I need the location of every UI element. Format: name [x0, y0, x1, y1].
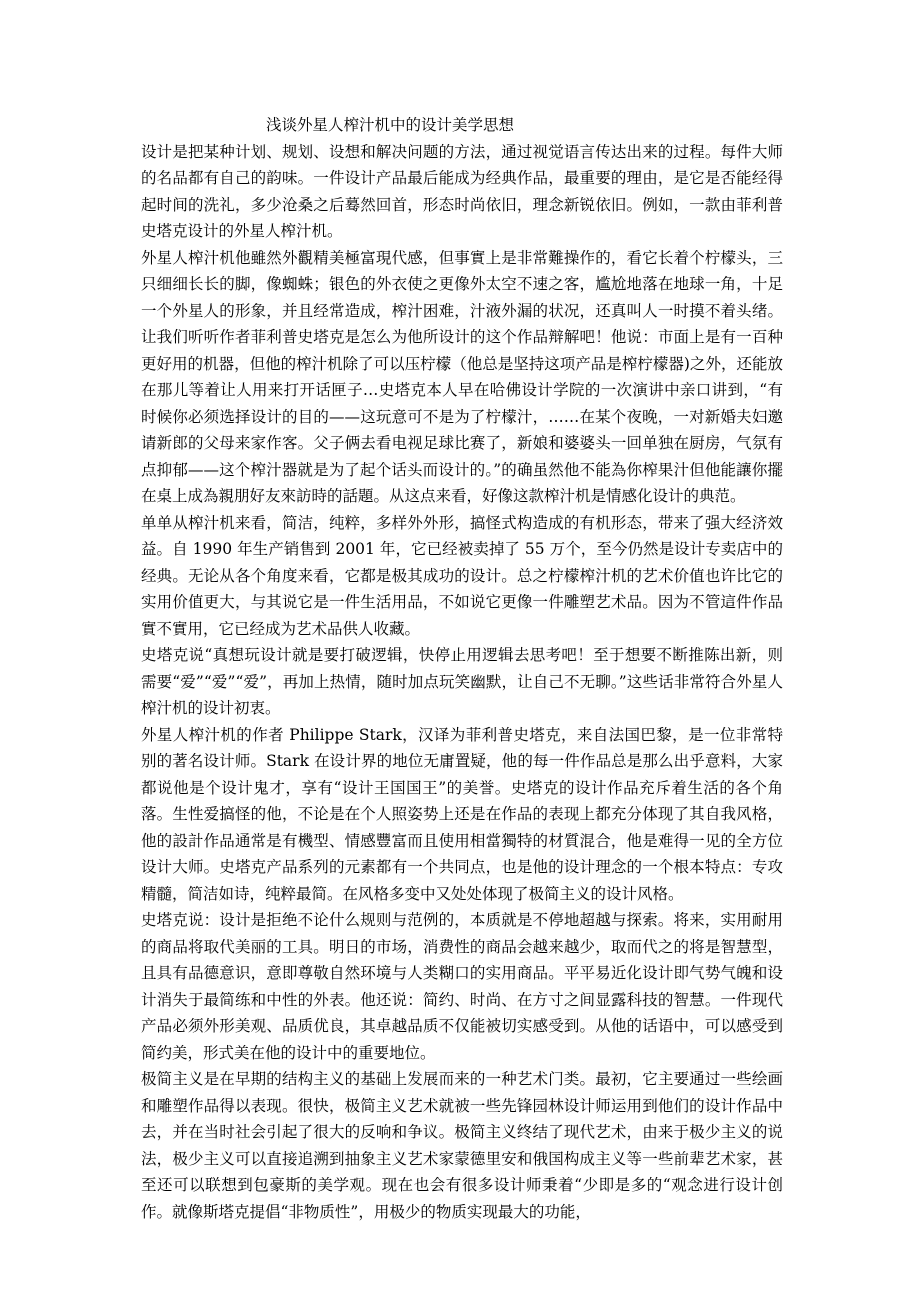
- paragraph-starck-quote: 史塔克说“真想玩设计就是要打破逻辑，快停止用逻辑去思考吧！至于想要不断推陈出新，则需要“爱”“爱”“爱”，再加上热情，随时加点玩笑幽默，让自己不无聊。”这些话非常符合外星人榨汁机的设计初衷。: [141, 646, 783, 717]
- paragraph-juicer-description: 外星人榨汁机他雖然外觀精美極富現代感，但事實上是非常難操作的，看它长着个柠檬头，三只细细长长的脚，像蜘蛛；银色的外衣使之更像外太空不速之客，尴尬地落在地球一角，十足一个外星人的形象，并且经常造成，榨汁困难，汁液外漏的状况，还真叫人一时摸不着头绪。让我们听听作者菲利普史塔克是怎么为他所设计的这个作品辩解吧！他说：市面上是有一百种更好用的机器，但他的榨汁机除了可以压柠檬（他总是坚持这项产品是榨柠檬器)之外，还能放在那儿等着让人用来打开话匣子…史塔克本人早在哈佛设计学院的一次演讲中亲口讲到，“有时候你必须选择设计的目的——这玩意可不是为了柠檬汁，……在某个夜晚，一对新婚夫妇邀请新郎的父母来家作客。父子俩去看电视足球比赛了，新娘和婆婆头一回单独在厨房，气氛有点抑郁——这个榨汁器就是为了起个话头而设计的。”的确虽然他不能為你榨果汁但他能讓你擺在桌上成為親朋好友來訪時的話題。从这点来看，好像这款榨汁机是情感化设计的典范。: [141, 248, 783, 505]
- paragraph-minimalism: 极简主义是在早期的结构主义的基础上发展而来的一种艺术门类。最初，它主要通过一些绘画和雕塑作品得以表现。很快，极简主义艺术就被一些先锋园林设计师运用到他们的设计作品中去，并在当时社会引起了很大的反响和争议。极简主义终结了现代艺术，由来于极少主义的说法，极少主义可以直接追溯到抽象主义艺术家蒙德里安和俄国构成主义等一些前辈艺术家，甚至还可以联想到包豪斯的美学观。现在也会有很多设计师秉着“少即是多的“观念进行设计创作。就像斯塔克提倡“非物质性”，用极少的物质实现最大的功能，: [141, 1070, 783, 1221]
- paragraph-intro: 设计是把某种计划、规划、设想和解决问题的方法，通过视觉语言传达出来的过程。每件大师的名品都有自己的韵味。一件设计产品最后能成为经典作品，最重要的理由，是它是否能经得起时间的洗礼，多少沧桑之后蓦然回首，形态时尚依旧，理念新锐依旧。例如，一款由菲利普史塔克设计的外星人榨汁机。: [141, 142, 783, 240]
- paragraph-design-philosophy: 史塔克说：设计是拒绝不论什么规则与范例的，本质就是不停地超越与探索。将来，实用耐用的商品将取代美丽的工具。明日的市场，消费性的商品会越来越少，取而代之的将是智慧型，且具有品德意识，意即尊敬自然环境与人类糊口的实用商品。平平易近化设计即气势气魄和设计消失于最简练和中性的外表。他还说：简约、时尚、在方寸之间显露科技的智慧。一件现代产品必须外形美观、品质优良，其卓越品质不仅能被切实感受到。从他的话语中，可以感受到简约美，形式美在他的设计中的重要地位。: [141, 911, 783, 1062]
- paragraph-designer-profile: 外星人榨汁机的作者 Philippe Stark，汉译为菲利普史塔克，来自法国巴黎，是一位非常特别的著名设计师。Stark 在设计界的地位无庸置疑，他的每一件作品总是那么出乎意料，大家都说他是个设计鬼才，享有“设计王国国王”的美誉。史塔克的设计作品充斥着生活的各个角落。生性爱搞怪的他，不论是在个人照姿势上还是在作品的表现上都充分体现了其自我风格，他的設計作品通常是有機型、情感豐富而且使用相當獨特的材質混合，他是难得一见的全方位设计大师。史塔克产品系列的元素都有一个共同点，也是他的设计理念的一个根本特点：专攻精髓，简洁如诗，纯粹最简。在风格多变中又处处体现了极简主义的设计风格。: [141, 725, 783, 903]
- paragraph-juicer-value: 单单从榨汁机来看，简洁，纯粹，多样外外形，搞怪式构造成的有机形态，带来了强大经济效益。自 1990 年生产销售到 2001 年，它已经被卖掉了 55 万个，至今仍然是设计专卖店中的经典。无论从各个角度来看，它都是极其成功的设计。总之柠檬榨汁机的艺术价值也许比它的实用价值更大，与其说它是一件生活用品，不如说它更像一件雕塑艺术品。因为不管這件作品實不實用，它已经成为艺术品供人收藏。: [141, 513, 783, 638]
- document-title: 浅谈外星人榨汁机中的设计美学思想: [266, 116, 515, 134]
- document-body: [141, 112, 783, 1225]
